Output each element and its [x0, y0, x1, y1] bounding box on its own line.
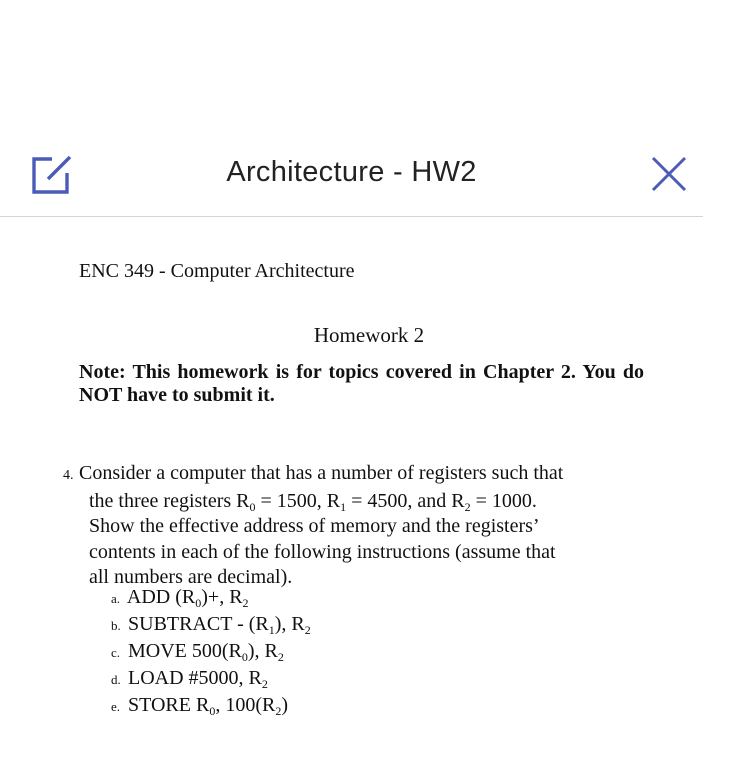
question-line-3: Show the effective address of memory and the registers’: [89, 515, 540, 537]
instruction-list: [111, 585, 311, 720]
item-text: SUBTRACT - (R: [128, 613, 269, 635]
list-item: [111, 639, 311, 666]
page-title: Architecture - HW2: [226, 156, 477, 188]
subscript: 1: [340, 499, 347, 514]
item-text: STORE R: [128, 694, 210, 716]
subscript: 2: [242, 596, 249, 610]
list-item: [111, 693, 311, 720]
item-label: b.: [111, 618, 121, 633]
question-text: Consider a computer that has a number of registers such that: [79, 462, 564, 484]
subscript: 2: [261, 677, 268, 691]
question-text: = 1500, R: [255, 489, 341, 512]
question-number: 4.: [63, 468, 74, 483]
question-line-2: [63, 489, 623, 515]
list-item: [111, 585, 311, 612]
item-label: d.: [111, 672, 121, 687]
list-item: [111, 666, 311, 693]
item-text: ), R: [274, 613, 305, 635]
subscript: 0: [241, 650, 248, 664]
item-text: ADD (R: [126, 586, 196, 608]
subscript: 2: [304, 623, 311, 637]
item-text: LOAD #5000, R: [128, 667, 262, 689]
subscript: 0: [209, 704, 216, 718]
list-item: [111, 612, 311, 639]
question-line-5: all numbers are decimal).: [89, 566, 293, 588]
question-4: [63, 461, 623, 591]
item-text: ), R: [247, 640, 278, 662]
item-label: c.: [111, 645, 121, 660]
question-line-1: [63, 461, 623, 489]
subscript: 2: [277, 650, 284, 664]
subscript: 2: [464, 499, 471, 514]
item-text: , 100(R: [215, 694, 276, 716]
question-text: the three registers R: [89, 489, 250, 512]
homework-title: Homework 2: [313, 323, 425, 347]
subscript: 1: [268, 623, 275, 637]
item-label: e.: [111, 699, 121, 714]
subscript: 0: [195, 596, 202, 610]
note-text: Note: This homework is for topics covered in Chapter 2. You do NOT have to submit it.: [79, 361, 644, 406]
item-text: MOVE 500(R: [128, 640, 242, 662]
item-text: )+, R: [201, 586, 243, 608]
question-text: = 4500, and R: [346, 489, 465, 512]
item-text: ): [281, 694, 288, 716]
question-line-4: contents in each of the following instructions (assume that: [89, 540, 556, 563]
question-text: = 1000.: [470, 489, 537, 512]
subscript: 0: [249, 499, 256, 514]
course-title: ENC 349 - Computer Architecture: [79, 260, 355, 282]
subscript: 2: [275, 704, 282, 718]
item-label: a.: [111, 591, 121, 606]
